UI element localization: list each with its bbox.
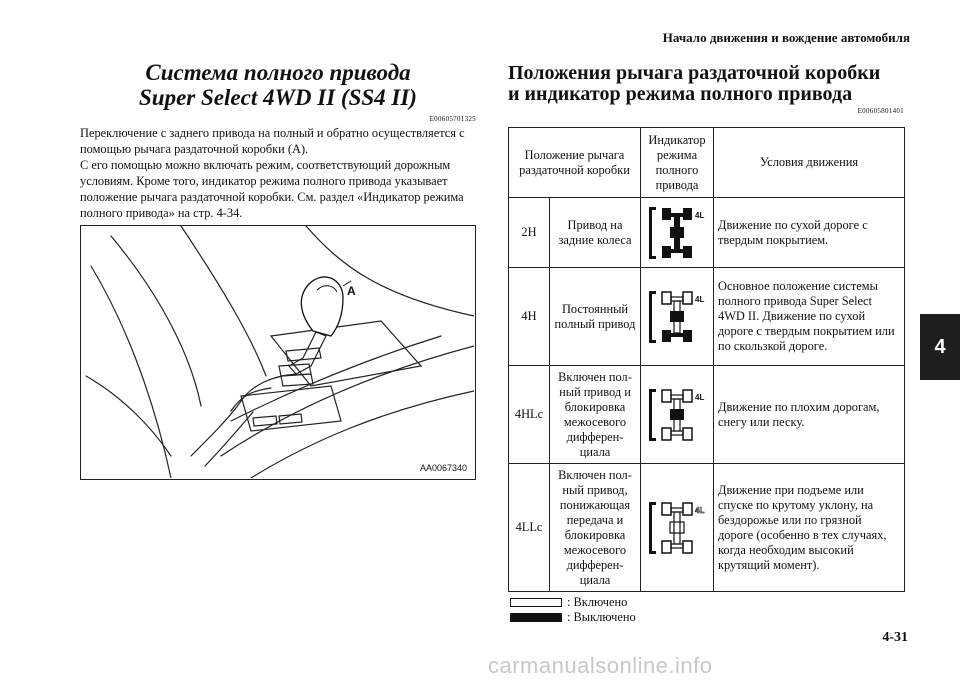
legend-on-row — [510, 595, 636, 610]
right-section-code: E00605801401 — [857, 107, 904, 115]
indicator-badge: 4L — [695, 392, 705, 402]
header-lever-position: Положение рычага раздаточной коробки — [509, 128, 641, 198]
legend-off-label: : Выключено — [567, 610, 636, 624]
left-section-text — [80, 125, 480, 221]
table-header-row — [509, 128, 905, 198]
row-conditions: Движение при подъеме или спуске по крутому уклону, на бездорожье или по грязной дороге (особенно в тех случаях, когда необходим высокий крутящий момент). — [714, 464, 905, 592]
table-row — [509, 366, 905, 464]
row-position: 4LLc — [509, 464, 550, 592]
indicator-badge: 4L — [695, 294, 705, 304]
legend-on-label: : Включено — [567, 595, 628, 609]
legend-off-swatch — [510, 613, 562, 622]
row-indicator-cell — [641, 464, 714, 592]
row-conditions: Движение по сухой дороге с твердым покрытием. — [714, 198, 905, 268]
left-section-title — [80, 60, 476, 110]
table-row — [509, 268, 905, 366]
four-wd-indicator-icon — [646, 387, 708, 443]
section-tab: 4 — [920, 314, 960, 380]
watermark: carmanualsonline.info — [488, 653, 713, 678]
transfer-lever-figure — [80, 225, 476, 480]
drive-modes-table — [508, 127, 905, 592]
table-row — [509, 464, 905, 592]
figure-callout-a: A — [347, 284, 356, 298]
right-title-line-1: Положения рычага раздаточной коробки — [508, 62, 881, 84]
figure-label: AA0067340 — [419, 463, 467, 473]
indicator-legend — [510, 595, 636, 625]
page-number: 4-31 — [882, 630, 908, 645]
row-description: Привод на задние колеса — [550, 198, 641, 268]
indicator-badge: 4L — [695, 210, 705, 220]
left-section-code: E00605701325 — [429, 115, 476, 123]
row-description: Включен пол-ный привод, понижающая передача и блокировка межосевого дифферен-циала — [550, 464, 641, 592]
header-indicator: Индикатор режима полного привода — [641, 128, 714, 198]
row-position: 2H — [509, 198, 550, 268]
indicator-badge: 4L — [695, 505, 705, 515]
four-wd-indicator-icon — [646, 500, 708, 556]
row-conditions: Основное положение системы полного привода Super Select 4WD II. Движение по сухой дороге с твердым покрытием или по скользкой дороге. — [714, 268, 905, 366]
legend-on-swatch — [510, 598, 562, 607]
legend-off-row — [510, 610, 636, 625]
row-conditions: Движение по плохим дорогам, снегу или песку. — [714, 366, 905, 464]
row-indicator-cell — [641, 268, 714, 366]
row-indicator-cell — [641, 366, 714, 464]
right-title-line-2: и индикатор режима полного привода — [508, 83, 853, 105]
left-paragraph-1: Переключение с заднего привода на полный и обратно осуществляется с помощью рычага раздаточной коробки (A). — [80, 126, 465, 156]
row-indicator-cell — [641, 198, 714, 268]
left-paragraph-2: С его помощью можно включать режим, соответствующий дорожным условиям. Кроме того, индикатор режима полного привода указывает положение рычага раздаточной коробки. См. раздел «Индикатор режима полного привода» на стр. 4-34. — [80, 158, 464, 220]
left-title-line-2: Super Select 4WD II (SS4 II) — [139, 85, 417, 110]
row-position: 4HLc — [509, 366, 550, 464]
row-position: 4H — [509, 268, 550, 366]
four-wd-indicator-icon — [646, 205, 708, 261]
left-title-line-1: Система полного привода — [145, 60, 411, 85]
table-row — [509, 198, 905, 268]
four-wd-indicator-icon — [646, 289, 708, 345]
right-section-title — [508, 63, 898, 105]
row-description: Включен пол-ный привод и блокировка межосевого дифферен-циала — [550, 366, 641, 464]
transfer-lever-illustration — [81, 226, 474, 478]
chapter-header: Начало движения и вождение автомобиля — [662, 30, 910, 45]
row-description: Постоянный полный привод — [550, 268, 641, 366]
header-conditions: Условия движения — [714, 128, 905, 198]
